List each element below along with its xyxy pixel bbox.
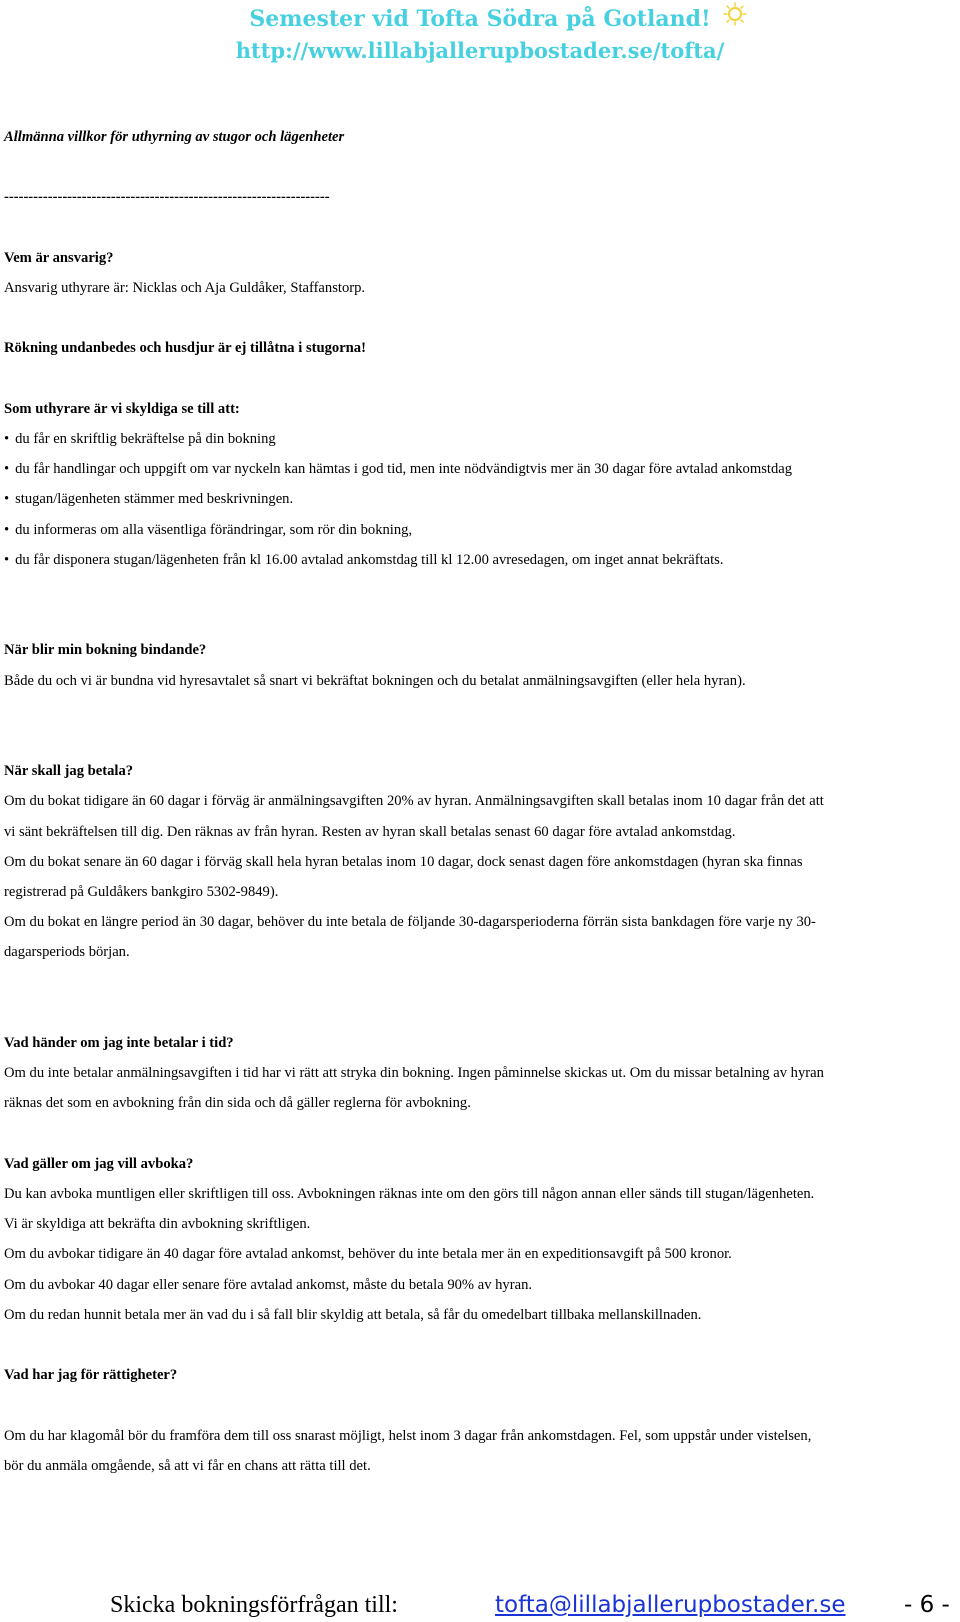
- obligation-item: • du informeras om alla väsentliga förändringar, som rör din bokning,: [4, 515, 954, 545]
- question-binding: När blir min bokning bindande?: [4, 642, 207, 659]
- header-title: Semester vid Tofta Södra på Gotland!: [249, 6, 711, 32]
- cancel-text: Du kan avboka muntligen eller skriftligen till oss. Avbokningen räknas inte om den görs till någon annan eller sänds till stugan/lägenheten.: [4, 1185, 815, 1202]
- question-cancel: Vad gäller om jag vill avboka?: [4, 1155, 194, 1172]
- question-rights: Vad har jag för rättigheter?: [4, 1367, 178, 1384]
- pay-text: vi sänt bekräftelsen till dig. Den räknas av från hyran. Resten av hyran skall betalas senast 60 dagar före avtalad ankomstdag.: [4, 823, 736, 840]
- responsible-text: Ansvarig uthyrare är: Nicklas och Aja Guldåker, Staffanstorp.: [4, 279, 366, 296]
- header-url[interactable]: http://www.lillabjallerupbostader.se/tofta/: [235, 38, 725, 63]
- obligation-item: • du får handlingar och uppgift om var nyckeln kan hämtas i god tid, men inte nödvändigtvis mer än 30 dagar före avtalad ankomstdag: [4, 454, 954, 484]
- sun-icon: [723, 2, 747, 26]
- pay-text: dagarsperiods början.: [4, 944, 130, 961]
- rights-text: Om du har klagomål bör du framföra dem till oss snarast möjligt, helst inom 3 dagar från ankomstdagen. Fel, som uppstår under vistelsen,: [4, 1427, 812, 1444]
- obligation-item: • du får disponera stugan/lägenheten från kl 16.00 avtalad ankomstdag till kl 12.00 avresedagen, om inget annat bekräftats.: [4, 545, 954, 575]
- cancel-text: Om du avbokar 40 dagar eller senare före avtalad ankomst, måste du betala 90% av hyran.: [4, 1276, 533, 1293]
- question-nopay: Vad händer om jag inte betalar i tid?: [4, 1034, 234, 1051]
- pay-text: Om du bokat senare än 60 dagar i förväg skall hela hyran betalas inom 10 dagar, dock senast dagen före ankomstdagen (hyran ska finnas: [4, 853, 803, 870]
- page-number: - 6 -: [904, 1592, 950, 1618]
- pay-text: Om du bokat en längre period än 30 dagar, behöver du inte betala de följande 30-dagarsperioderna förrän sista bankdagen före varje ny 30-: [4, 914, 816, 931]
- page-footer: [0, 1588, 960, 1622]
- page-header: [0, 2, 960, 66]
- smoking-notice: Rökning undanbedes och husdjur är ej tillåtna i stugorna!: [4, 340, 366, 357]
- binding-text: Både du och vi är bundna vid hyresavtalet så snart vi bekräftat bokningen och du betalat anmälningsavgiften (eller hela hyran).: [4, 672, 746, 689]
- email-link[interactable]: tofta@lillabjallerupbostader.se: [495, 1592, 846, 1618]
- question-responsible: Vem är ansvarig?: [4, 249, 114, 266]
- footer-label: Skicka bokningsförfrågan till:: [110, 1592, 398, 1618]
- obligation-item: • du får en skriftlig bekräftelse på din bokning: [4, 424, 954, 454]
- question-pay: När skall jag betala?: [4, 763, 134, 780]
- pay-text: Om du bokat tidigare än 60 dagar i förväg är anmälningsavgiften 20% av hyran. Anmälningsavgiften skall betalas inom 10 dagar från det att: [4, 793, 824, 810]
- cancel-text: Om du avbokar tidigare än 40 dagar före avtalad ankomst, behöver du inte betala mer än en expeditionsavgift på 500 kronor.: [4, 1246, 732, 1263]
- terms-document: [4, 122, 954, 1481]
- cancel-text: Vi är skyldiga att bekräfta din avbokning skriftligen.: [4, 1216, 311, 1233]
- nopay-text: räknas det som en avbokning från din sida och då gäller reglerna för avbokning.: [4, 1095, 471, 1112]
- document-heading: Allmänna villkor för uthyrning av stugor och lägenheter: [4, 129, 345, 145]
- obligation-item: • stugan/lägenheten stämmer med beskrivningen.: [4, 484, 954, 514]
- pay-text: registrerad på Guldåkers bankgiro 5302-9849).: [4, 883, 279, 900]
- cancel-text: Om du redan hunnit betala mer än vad du i så fall blir skyldig att betala, så får du omedelbart tillbaka mellanskillnaden.: [4, 1306, 702, 1323]
- nopay-text: Om du inte betalar anmälningsavgiften i tid har vi rätt att stryka din bokning. Ingen påminnelse skickas ut. Om du missar betalning av hyran: [4, 1065, 824, 1082]
- rights-text: bör du anmäla omgående, så att vi får en chans att rätta till det.: [4, 1457, 371, 1474]
- obligations-title: Som uthyrare är vi skyldiga se till att:: [4, 400, 240, 417]
- divider: -------------------------------------------------------------------: [4, 189, 330, 206]
